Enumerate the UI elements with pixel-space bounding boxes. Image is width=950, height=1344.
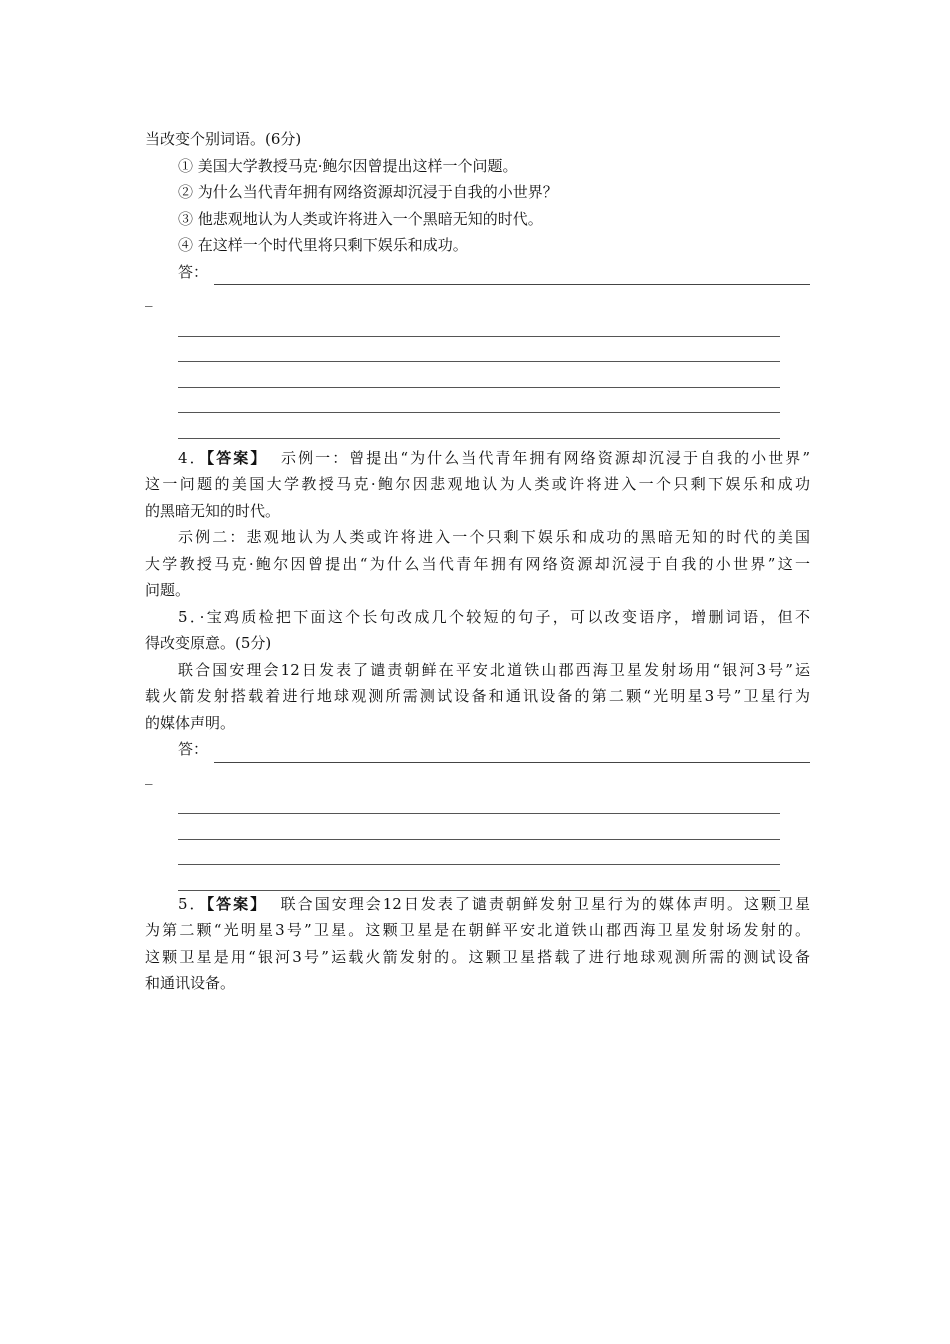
answer-blank-line xyxy=(178,789,780,815)
answer-blank-line xyxy=(178,388,780,414)
answer-5-line-3: 这颗卫星是用“银河3号”运载火箭发射的。这颗卫星搭载了进行地球观测所需的测试设备 xyxy=(145,947,810,966)
answer-blank-line xyxy=(178,814,780,840)
question-5-line-4: 载火箭发射搭载着进行地球观测所需测试设备和通讯设备的第二颗“光明星3号”卫星行为 xyxy=(145,687,810,705)
sentence-4: ④ 在这样一个时代里将只剩下娱乐和成功。 xyxy=(178,236,468,254)
dash-mark: _ xyxy=(145,289,153,307)
answer-5-line-1: 5．【答案】 联合国安理会12日发表了谴责朝鲜发射卫星行为的媒体声明。这颗卫星 xyxy=(178,894,810,913)
answer-blank-line xyxy=(178,337,780,363)
answer-blank-line xyxy=(214,266,810,285)
dash-mark: _ xyxy=(145,766,153,785)
answer-4-line-4: 示例二：悲观地认为人类或许将进入一个只剩下娱乐和成功的黑暗无知的时代的美国 xyxy=(178,528,810,546)
answer-blank-line xyxy=(178,840,780,866)
answer-4-line-1: 4．【答案】 示例一：曾提出“为什么当代青年拥有网络资源却沉浸于自我的小世界” xyxy=(178,448,810,467)
answer-blank-line xyxy=(178,362,780,388)
document-content xyxy=(145,126,810,997)
answer-blank-line xyxy=(178,311,780,337)
answer-blank-line xyxy=(178,413,780,439)
question-5-line-1: 5．·宝鸡质检把下面这个长句改成几个较短的句子，可以改变语序，增删词语，但不 xyxy=(178,607,810,626)
question-5-line-5: 的媒体声明。 xyxy=(145,713,236,732)
sentence-2: ② 为什么当代青年拥有网络资源却沉浸于自我的小世界？ xyxy=(178,183,558,201)
answer-4-line-6: 问题。 xyxy=(145,581,191,599)
answer-blank-line xyxy=(214,744,810,763)
answer-5-line-4: 和通讯设备。 xyxy=(145,974,236,992)
answer-blank-line xyxy=(178,865,780,891)
sentence-3: ③ 他悲观地认为人类或许将进入一个黑暗无知的时代。 xyxy=(178,209,543,228)
question-5-answer-row xyxy=(145,736,810,763)
question-4-instruction: 当改变个别词语。(6分) xyxy=(145,130,302,148)
question-5-line-3: 联合国安理会12日发表了谴责朝鲜在平安北道铁山郡西海卫星发射场用“银河3号”运 xyxy=(178,660,810,679)
answer-tag: 【答案】 xyxy=(206,894,268,913)
answer-label: 答： xyxy=(178,740,209,758)
answer-tag: 【答案】 xyxy=(206,448,268,467)
question-4-answer-row xyxy=(145,259,810,286)
sentence-1: ① 美国大学教授马克·鲍尔因曾提出这样一个问题。 xyxy=(178,156,518,175)
answer-4-line-5: 大学教授马克·鲍尔因曾提出“为什么当代青年拥有网络资源却沉浸于自我的小世界”这一 xyxy=(145,554,810,573)
answer-4-line-2: 这一问题的美国大学教授马克·鲍尔因悲观地认为人类或许将进入一个只剩下娱乐和成功 xyxy=(145,475,810,493)
question-5-line-2: 得改变原意。(5分) xyxy=(145,634,272,652)
answer-4-line-3: 的黑暗无知的时代。 xyxy=(145,501,281,520)
answer-label: 答： xyxy=(178,262,209,281)
answer-5-line-2: 为第二颗“光明星3号”卫星。这颗卫星是在朝鲜平安北道铁山郡西海卫星发射场发射的。 xyxy=(145,921,810,939)
